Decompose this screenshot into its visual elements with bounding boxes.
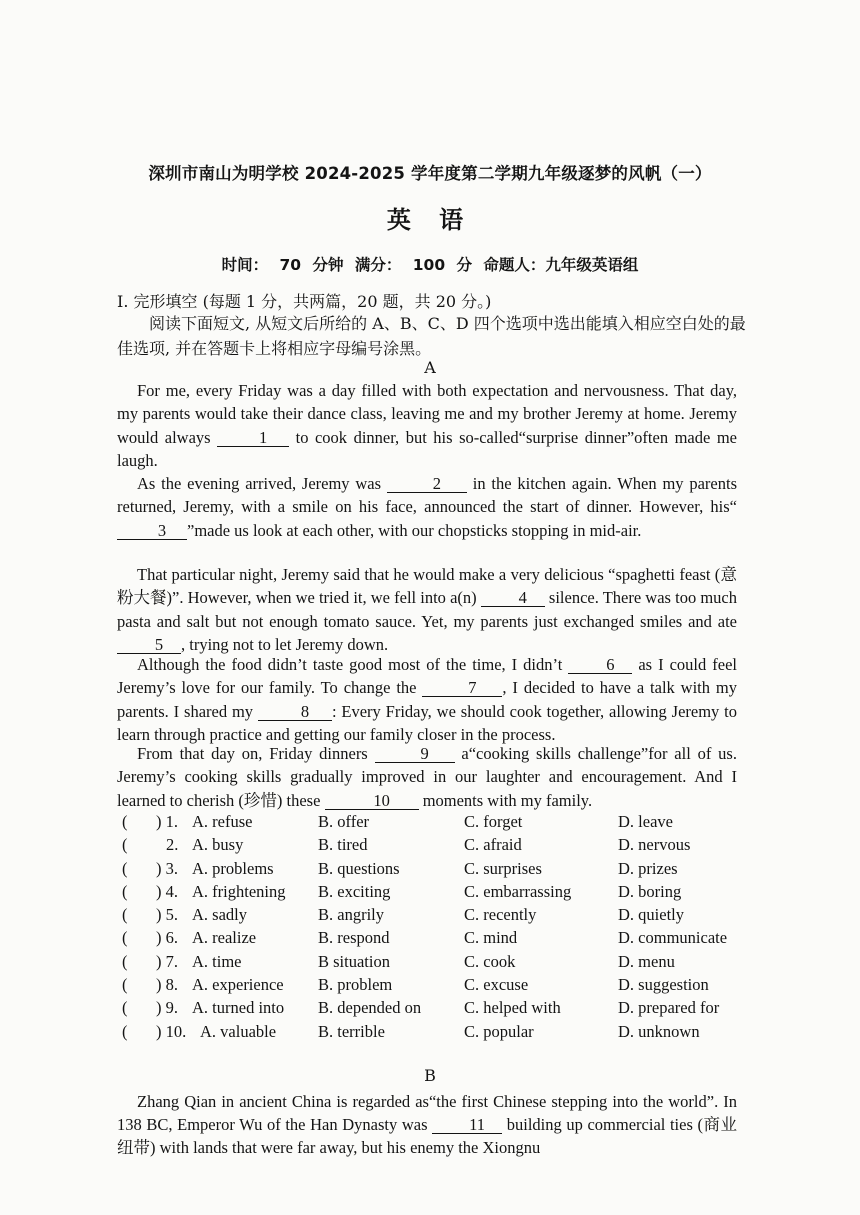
blank-9: 9 [375,746,455,763]
section-instructions: 阅读下面短文, 从短文后所给的 A、B、C、D 四个选项中选出能填入相应空白处的最佳选项, 并在答题卡上将相应字母编号涂黑。 [117,314,746,358]
blank-4: 4 [481,590,545,607]
option-row: ( ) 1. A. refuse B. offer C. forget D. leave [122,812,673,831]
options-list [122,812,742,1045]
section-heading: I. 完形填空 (每题 1 分，共两篇，20 题，共 20 分。) [117,292,492,311]
option-row: ( ) 7. A. time B situation C. cook D. menu [122,951,675,971]
blank-10: 10 [325,793,419,810]
passage-a-paragraph-4: Although the food didn’t taste good most of the time, I didn’t 6 as I could feel Jeremy’s love for our family. To change the 7 , I decided to have a talk with my parents. I shared my 8 : Every Friday, we should cook together, allowing Jeremy to learn through practice and getting our family closer in the process. [117,655,738,744]
blank-3: 3 [117,523,187,540]
option-row: ( ) 5. A. sadly B. angrily C. recently D. quietly [122,905,684,925]
blank-11: 11 [432,1117,502,1134]
passage-a-label: A [424,358,436,377]
exam-title: 深圳市南山为明学校 2024-2025 学年度第二学期九年级逐梦的风帆（一） [148,164,712,183]
passage-a-paragraph-5: From that day on, Friday dinners 9 a“cooking skills challenge”for all of us. Jeremy’s cooking skills gradually improved in our laughter and encouragement. And I learned to cherish (珍惜) these 10 moments with my family. [117,744,737,810]
passage-b-label: B [424,1066,436,1085]
passage-a-paragraph-1: For me, every Friday was a day filled with both expectation and nervousness. That day, my parents would take their dance class, leaving me and my brother Jeremy at home. Jeremy would always 1 to cook dinner, but his so-called“surprise dinner”often made me laugh. [117,381,737,470]
option-row: ( 2. A. busy B. tired C. afraid D. nervous [122,835,691,855]
blank-1: 1 [217,430,289,447]
blank-8: 8 [258,704,332,721]
subject-title: 英 语 [386,206,474,234]
blank-7: 7 [422,680,502,697]
passage-a-paragraph-2: As the evening arrived, Jeremy was 2 in the kitchen again. When my parents returned, Jeremy, with a smile on his face, announced the start of dinner. However, his“3 ”made us look at each other, with our chopsticks stopping in mid-air. [117,474,738,540]
option-row: ( ) 9. A. turned into B. depended on C. helped with D. prepared for [122,998,720,1018]
option-row: ( ) 6. A. realize B. respond C. mind D. communicate [122,928,728,948]
exam-meta: 时间： 70 分钟 满分： 100 分 命题人：九年级英语组 [221,256,639,274]
blank-5: 5 [117,637,181,654]
option-row: ( ) 4. A. frightening B. exciting C. embarrassing D. boring [122,881,682,901]
option-row: ( ) 8. A. experience B. problem C. excuse D. suggestion [122,975,709,995]
option-row: ( ) 10. A. valuable B. terrible C. popular D. unknown [122,1021,700,1041]
option-row: ( ) 3. A. problems B. questions C. surprises D. prizes [122,858,678,878]
passage-b-paragraph-1: Zhang Qian in ancient China is regarded as“the first Chinese stepping into the world”. In 138 BC, Emperor Wu of the Han Dynasty was 11 building up commercial ties (商业纽带) with lands that were far away, but his enemy the Xiongnu [117,1092,737,1157]
passage-a-paragraph-3: That particular night, Jeremy said that he would make a very delicious “spaghetti feast (意粉大餐)”. However, when we tried it, we fell into a(n) 4 silence. There was too much pasta and salt but not enough tomato sauce. Yet, my parents just exchanged smiles and ate 5 , trying not to let Jeremy down. [117,565,737,654]
blank-2: 2 [387,476,467,493]
blank-6: 6 [568,657,632,674]
